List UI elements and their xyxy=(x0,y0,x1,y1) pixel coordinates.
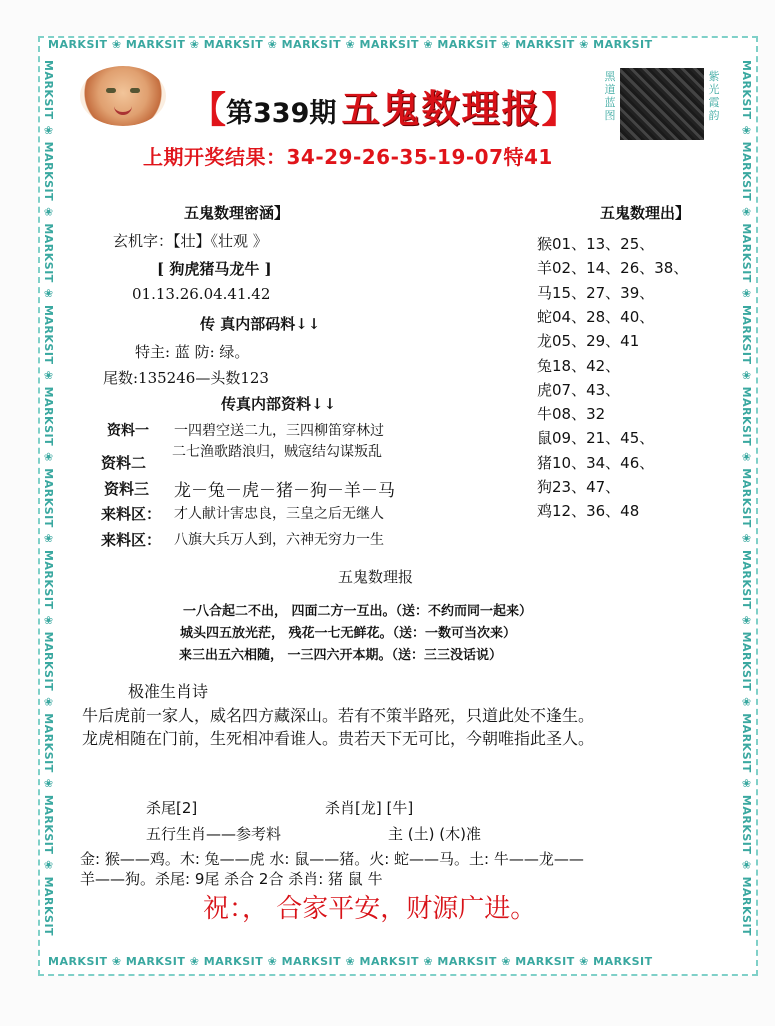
watermark-right: MARKSIT ❀ MARKSIT ❀ MARKSIT ❀ MARKSIT ❀ MARKSIT ❀ MARKSIT ❀ MARKSIT ❀ MARKSIT ❀ MARKSIT ❀ MARKSIT ❀ MARKSIT xyxy=(740,60,753,937)
wuxing-main: 主 (土) (木)准 xyxy=(388,825,481,843)
shuli-row: 蛇04、28、40、 xyxy=(537,307,655,326)
shuli-row: 鼠09、21、45、 xyxy=(537,429,655,448)
qr-code xyxy=(620,68,704,140)
item-text-1: 一四碧空送二九，三四柳笛穿林过 xyxy=(174,423,384,439)
wuxing-line-1: 金: 猴——鸡。木: 兔——虎 水: 鼠——猪。火: 蛇——马。土: 牛——龙—— xyxy=(80,850,584,868)
item-label-5: 来料区： xyxy=(101,531,162,549)
blessing: 祝：， 合家平安，财源广进。 xyxy=(203,894,537,924)
bracket-left: 【 xyxy=(190,90,227,131)
paper-name: 五鬼数理报 xyxy=(341,86,542,131)
wuxing-line-2: 羊——狗。杀尾: 9尾 杀合 2合 杀肖: 猪 鼠 牛 xyxy=(80,870,383,888)
fax-heading-2: 传真内部资料↓↓ xyxy=(221,395,337,413)
item-label-1: 资料一 xyxy=(107,423,149,439)
shuli-row: 马15、27、39、 xyxy=(537,283,655,302)
issue-number: 第339期 xyxy=(226,98,337,129)
side-label-right: 紫光霞韵 xyxy=(708,70,720,122)
report-title: 五鬼数理报 xyxy=(338,568,414,586)
secret-title: 五鬼数理密涵】 xyxy=(184,204,290,222)
last-draw-result: 上期开奖结果：34-29-26-35-19-07特41 xyxy=(143,145,553,169)
poem-line-2: 龙虎相随在门前，生死相冲看谁人。贵若天下无可比，今朝唯指此圣人。 xyxy=(82,729,595,748)
shuli-row: 猴01、13、25、 xyxy=(537,235,655,253)
bracket-right: 】 xyxy=(541,90,578,131)
shuli-row: 兔18、42、 xyxy=(537,356,621,375)
zodiac-list: [ 狗虎猪马龙牛 ] xyxy=(157,260,272,278)
watermark-left: MARKSIT ❀ MARKSIT ❀ MARKSIT ❀ MARKSIT ❀ MARKSIT ❀ MARKSIT ❀ MARKSIT ❀ MARKSIT ❀ MARKSIT ❀ MARKSIT ❀ MARKSIT xyxy=(42,60,55,937)
poem-title: 极准生肖诗 xyxy=(128,682,209,701)
poem-line-1: 牛后虎前一家人，威名四方藏深山。若有不策半路死，只道此处不逢生。 xyxy=(82,706,595,725)
kill-tail: 杀尾[2] xyxy=(146,799,198,817)
item-text-4: 才人献计害忠良，三皇之后无继人 xyxy=(174,506,384,522)
xuanji-line: 玄机字：【壮】《壮观 》 xyxy=(113,232,268,250)
avatar xyxy=(80,66,166,126)
wuxing-title: 五行生肖——参考料 xyxy=(146,825,282,843)
report-line-3: 来三出五六相随， 一三四六开本期。（送：三三没话说） xyxy=(179,648,503,663)
item-label-2: 资料二 xyxy=(101,454,147,472)
watermark-top: MARKSIT ❀ MARKSIT ❀ MARKSIT ❀ MARKSIT ❀ MARKSIT ❀ MARKSIT ❀ MARKSIT ❀ MARKSIT xyxy=(48,38,653,51)
te-zhu-line: 特主: 蓝 防: 绿。 xyxy=(135,343,250,361)
side-label-left: 黑道蓝图 xyxy=(604,70,616,122)
report-line-1: 一八合起二不出， 四面二方一互出。（送：不约而同一起来） xyxy=(183,604,533,619)
tail-head-numbers: 尾数:135246—头数123 xyxy=(103,369,269,387)
watermark-bottom: MARKSIT ❀ MARKSIT ❀ MARKSIT ❀ MARKSIT ❀ MARKSIT ❀ MARKSIT ❀ MARKSIT ❀ MARKSIT xyxy=(48,955,653,968)
shuli-row: 虎07、43、 xyxy=(537,380,621,399)
shuli-title: 五鬼数理出】 xyxy=(600,204,691,222)
fax-heading-1: 传 真内部码料↓↓ xyxy=(200,315,321,333)
kill-zodiac: 杀肖[龙] [牛] xyxy=(325,799,414,817)
shuli-row: 狗23、47、 xyxy=(537,478,621,496)
shuli-row: 羊02、14、26、38、 xyxy=(537,259,689,278)
report-line-2: 城头四五放光茫， 残花一七无鲜花。（送：一数可当次来） xyxy=(180,626,517,641)
item-label-4: 来料区： xyxy=(101,505,162,523)
shuli-row: 牛08、32 xyxy=(537,405,606,424)
item-label-3: 资料三 xyxy=(104,480,150,498)
shuli-row: 龙05、29、41 xyxy=(537,332,640,351)
item-text-3: 龙－兔－虎－猪－狗－羊－马 xyxy=(174,481,395,501)
item-text-5: 八旗大兵万人到，六神无穷力一生 xyxy=(174,532,384,548)
number-list: 01.13.26.04.41.42 xyxy=(132,285,271,303)
shuli-row: 鸡12、36、48 xyxy=(537,502,640,521)
page-title xyxy=(190,78,578,133)
item-text-2: 二七渔歌踏浪归，贼寇结勾谋叛乱 xyxy=(172,444,382,460)
shuli-row: 猪10、34、46、 xyxy=(537,453,655,472)
